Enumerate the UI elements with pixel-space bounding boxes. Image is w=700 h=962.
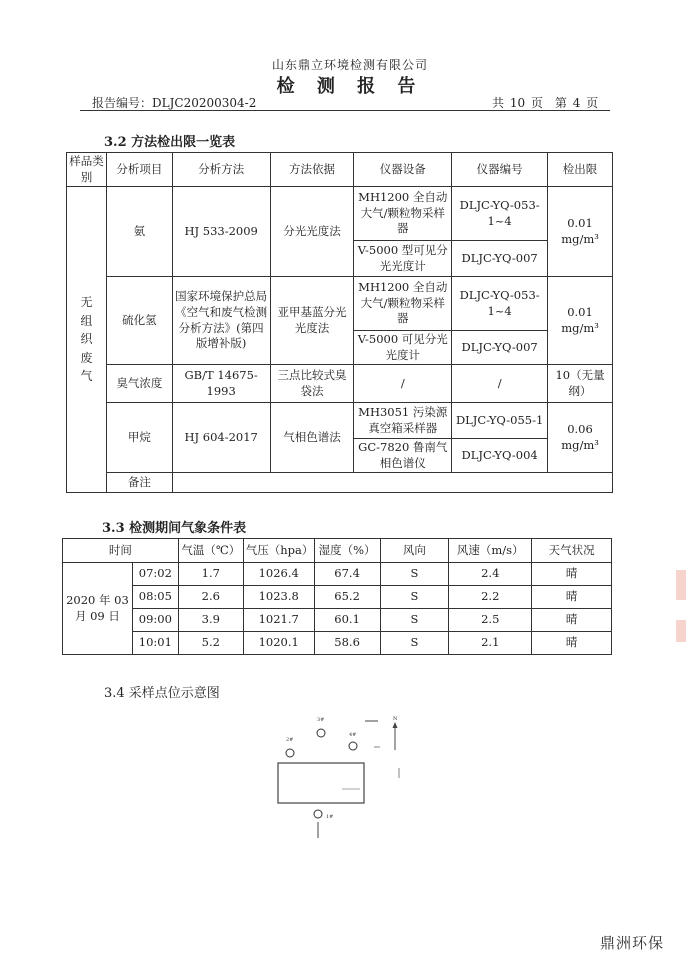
item-method: GB/T 14675-1993 xyxy=(172,365,270,403)
temp-cell: 2.6 xyxy=(178,586,243,609)
col-header: 天气状况 xyxy=(532,539,612,563)
item-basis: 气相色谱法 xyxy=(270,403,354,473)
item-name: 氨 xyxy=(106,187,172,277)
limit-value: 0.01 xyxy=(567,215,593,230)
item-limit xyxy=(548,187,613,277)
col-header: 时间 xyxy=(63,539,179,563)
time-cell: 08:05 xyxy=(132,586,178,609)
wind-dir-cell: S xyxy=(380,586,449,609)
wind-dir-cell: S xyxy=(380,609,449,632)
wind-speed-cell: 2.5 xyxy=(449,609,532,632)
point-label: 1# xyxy=(326,814,334,820)
item-basis: 分光光度法 xyxy=(270,187,354,277)
instrument-code: DLJC-YQ-007 xyxy=(452,241,548,277)
col-header: 湿度（%） xyxy=(314,539,380,563)
table-row xyxy=(63,609,612,632)
instrument-code: DLJC-YQ-007 xyxy=(452,331,548,365)
wind-speed-cell: 2.4 xyxy=(449,563,532,586)
sample-category: 无组织废气 xyxy=(80,295,93,384)
pressure-cell: 1020.1 xyxy=(243,632,314,655)
instrument-code: DLJC-YQ-055-1 xyxy=(452,403,548,439)
humidity-cell: 60.1 xyxy=(314,609,380,632)
section-3-4-title: 3.4 采样点位示意图 xyxy=(104,686,220,701)
instrument-device: MH1200 全自动大气/颗粒物采样器 xyxy=(354,187,452,241)
time-cell: 10:01 xyxy=(132,632,178,655)
col-header: 检出限 xyxy=(548,153,613,187)
section-3-2-title: 3.2 方法检出限一览表 xyxy=(104,135,236,150)
wind-speed-cell: 2.1 xyxy=(449,632,532,655)
item-name: 硫化氢 xyxy=(106,277,172,365)
instrument-device: V-5000 型可见分光光度计 xyxy=(354,241,452,277)
limit-value: 0.06 xyxy=(567,421,593,436)
instrument-device: MH3051 污染源真空箱采样器 xyxy=(354,403,452,439)
point-label: 2# xyxy=(286,737,294,743)
pressure-cell: 1023.8 xyxy=(243,586,314,609)
remark-value xyxy=(172,473,612,493)
col-header: 分析方法 xyxy=(172,153,270,187)
weather-table xyxy=(62,538,612,655)
facility-outline xyxy=(278,763,364,803)
table-row xyxy=(67,277,613,331)
wind-speed-cell: 2.2 xyxy=(449,586,532,609)
section-3-3-title: 3.3 检测期间气象条件表 xyxy=(102,521,247,536)
limit-unit: mg/m³ xyxy=(561,437,599,452)
table-row xyxy=(67,403,613,439)
col-header: 仪器编号 xyxy=(452,153,548,187)
table-row xyxy=(67,187,613,241)
table-row xyxy=(63,563,612,586)
north-label: N xyxy=(393,716,398,722)
point-label: 3# xyxy=(317,717,325,723)
sampling-point-1 xyxy=(314,810,322,818)
item-limit xyxy=(548,403,613,473)
edge-stamp-mark xyxy=(676,620,686,642)
col-header: 气压（hpa） xyxy=(243,539,314,563)
instrument-device: GC-7820 鲁南气相色谱仪 xyxy=(354,439,452,473)
col-header: 样品类别 xyxy=(67,153,107,187)
col-header: 分析项目 xyxy=(106,153,172,187)
table-row xyxy=(67,365,613,403)
page-info: 共 10 页 第 4 页 xyxy=(492,96,599,110)
humidity-cell: 67.4 xyxy=(314,563,380,586)
limit-unit: mg/m³ xyxy=(561,231,599,246)
col-header: 方法依据 xyxy=(270,153,354,187)
item-name: 臭气浓度 xyxy=(106,365,172,403)
item-method: 国家环境保护总局《空气和废气检测分析方法》(第四版增补版) xyxy=(172,277,270,365)
limit-unit: mg/m³ xyxy=(561,320,599,335)
time-cell: 09:00 xyxy=(132,609,178,632)
sampling-point-diagram xyxy=(262,710,412,840)
pressure-cell: 1026.4 xyxy=(243,563,314,586)
table-row xyxy=(63,586,612,609)
table-header-row xyxy=(67,153,613,187)
sampling-point-4 xyxy=(349,742,357,750)
col-header: 仪器设备 xyxy=(354,153,452,187)
point-label: 4# xyxy=(349,732,357,738)
item-limit: 10（无量纲） xyxy=(548,365,613,403)
limit-value: 0.01 xyxy=(567,304,593,319)
detection-limit-table xyxy=(66,152,613,493)
weather-cell: 晴 xyxy=(532,563,612,586)
col-header: 风向 xyxy=(380,539,449,563)
sample-category-cell xyxy=(67,187,107,493)
item-basis: 亚甲基蓝分光光度法 xyxy=(270,277,354,365)
header-rule xyxy=(80,110,610,111)
temp-cell: 5.2 xyxy=(178,632,243,655)
remark-label: 备注 xyxy=(106,473,172,493)
weather-cell: 晴 xyxy=(532,586,612,609)
sampling-point-3 xyxy=(317,729,325,737)
item-limit xyxy=(548,277,613,365)
instrument-device: / xyxy=(354,365,452,403)
company-name: 山东鼎立环境检测有限公司 xyxy=(271,58,428,72)
table-row xyxy=(63,632,612,655)
pressure-cell: 1021.7 xyxy=(243,609,314,632)
humidity-cell: 65.2 xyxy=(314,586,380,609)
report-number: 报告编号：DLJC20200304-2 xyxy=(92,96,257,110)
table-header-row xyxy=(63,539,612,563)
item-method: HJ 604-2017 xyxy=(172,403,270,473)
col-header: 风速（m/s） xyxy=(449,539,532,563)
item-method: HJ 533-2009 xyxy=(172,187,270,277)
temp-cell: 1.7 xyxy=(178,563,243,586)
date-cell: 2020 年 03 月 09 日 xyxy=(63,563,133,655)
instrument-code: / xyxy=(452,365,548,403)
arrow-head-icon xyxy=(393,722,398,728)
temp-cell: 3.9 xyxy=(178,609,243,632)
instrument-code: DLJC-YQ-004 xyxy=(452,439,548,473)
instrument-code: DLJC-YQ-053-1~4 xyxy=(452,187,548,241)
humidity-cell: 58.6 xyxy=(314,632,380,655)
item-basis: 三点比较式臭袋法 xyxy=(270,365,354,403)
remark-row xyxy=(67,473,613,493)
report-title: 检 测 报 告 xyxy=(276,76,424,97)
weather-cell: 晴 xyxy=(532,632,612,655)
wind-dir-cell: S xyxy=(380,632,449,655)
watermark-stamp: 鼎洲环保 xyxy=(600,934,665,952)
instrument-device: MH1200 全自动大气/颗粒物采样器 xyxy=(354,277,452,331)
weather-cell: 晴 xyxy=(532,609,612,632)
item-name: 甲烷 xyxy=(106,403,172,473)
instrument-device: V-5000 可见分光光度计 xyxy=(354,331,452,365)
time-cell: 07:02 xyxy=(132,563,178,586)
edge-stamp-mark xyxy=(676,570,686,600)
col-header: 气温（℃） xyxy=(178,539,243,563)
wind-dir-cell: S xyxy=(380,563,449,586)
sampling-point-2 xyxy=(286,749,294,757)
instrument-code: DLJC-YQ-053-1~4 xyxy=(452,277,548,331)
